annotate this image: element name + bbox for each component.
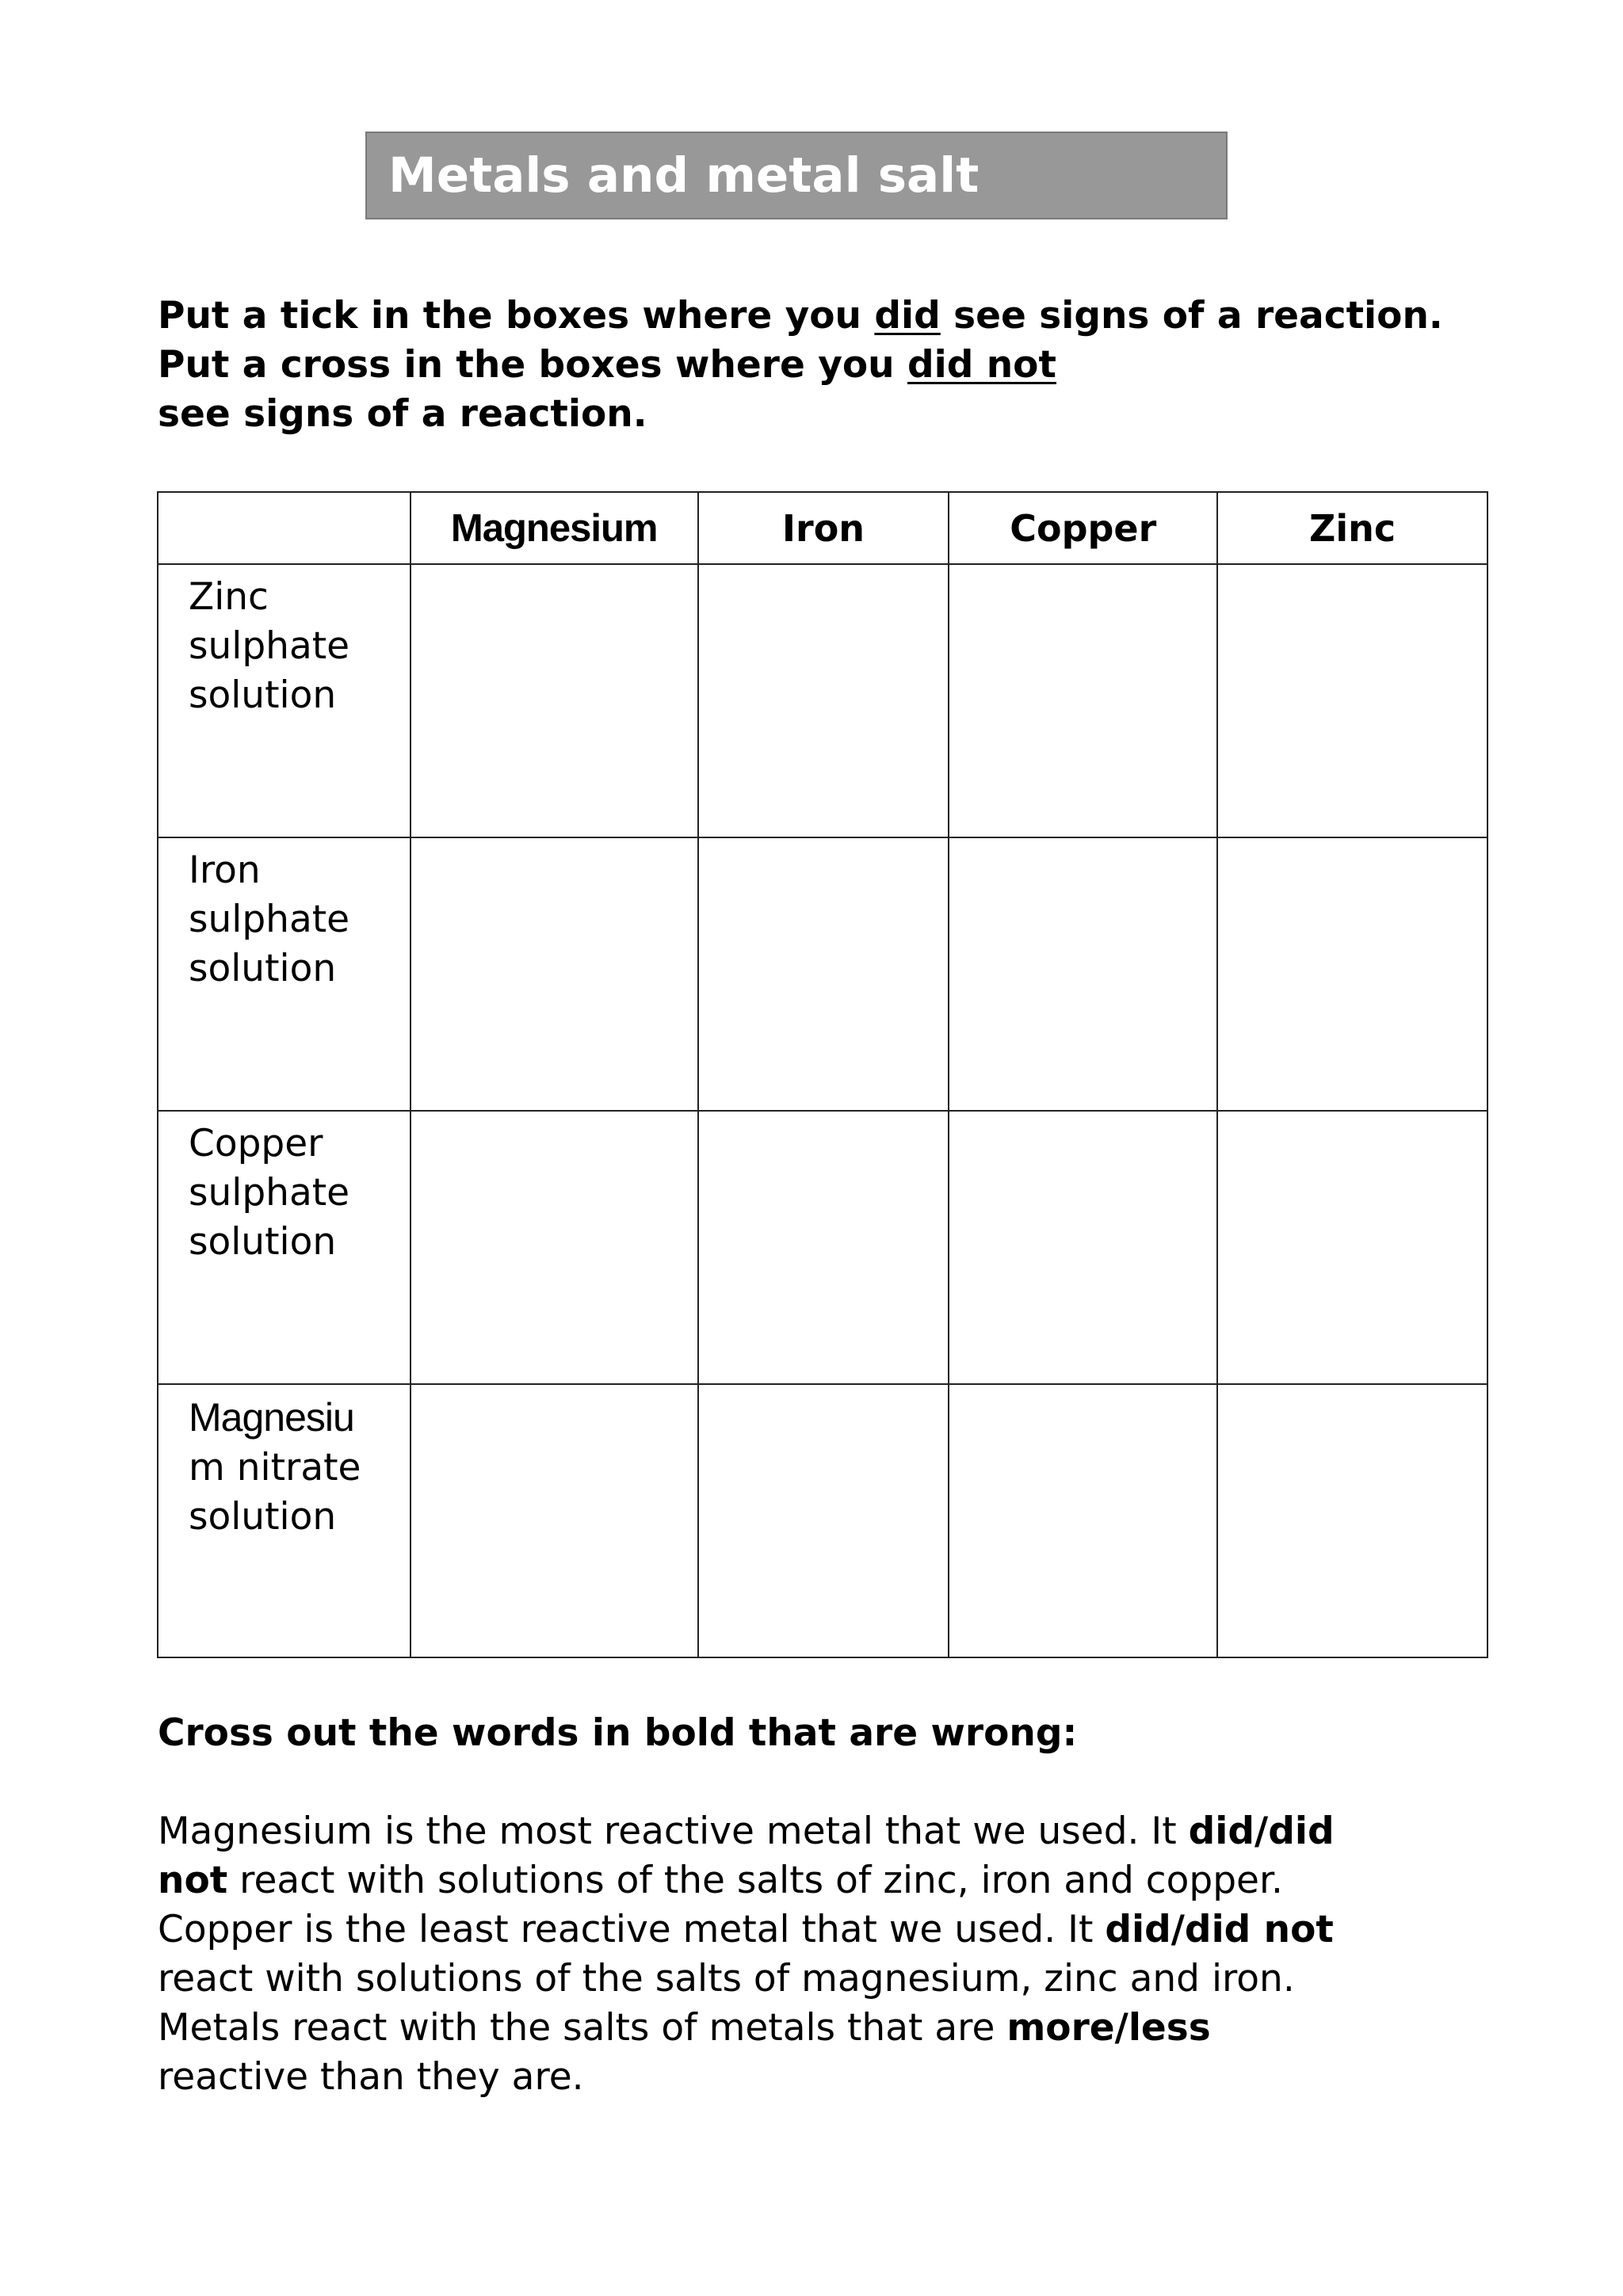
header-blank-cell — [158, 492, 411, 564]
instructions-did-not-underlined: did not — [907, 343, 1056, 387]
row-label-part-1: Magnesiu — [189, 1395, 354, 1440]
instructions — [158, 292, 1505, 439]
row-label: Zinc sulphate solution — [189, 575, 350, 717]
instructions-did-underlined: did — [874, 294, 941, 338]
row-label-cell — [158, 837, 411, 1111]
choice-more-less[interactable]: more/less — [1006, 2006, 1211, 2050]
worksheet-title: Metals and metal salt — [365, 132, 1228, 219]
answer-cell[interactable] — [1217, 564, 1487, 837]
answer-cell[interactable] — [949, 564, 1217, 837]
row-label: Copper sulphate solution — [189, 1122, 350, 1264]
table-row-magnesium-nitrate — [158, 1384, 1487, 1657]
answer-cell[interactable] — [411, 1111, 698, 1384]
table-row-zinc-sulphate — [158, 564, 1487, 837]
results-table — [157, 491, 1488, 1658]
instructions-text-2: see signs of a reaction. Put a cross in the boxes where you — [158, 294, 1443, 387]
table-row-copper-sulphate — [158, 1111, 1487, 1384]
table-header-row — [158, 492, 1487, 564]
conclusion-paragraph — [158, 1807, 1346, 2102]
answer-cell[interactable] — [411, 837, 698, 1111]
table-row-iron-sulphate — [158, 837, 1487, 1111]
answer-cell[interactable] — [1217, 1111, 1487, 1384]
row-label-cell — [158, 1384, 411, 1657]
answer-cell[interactable] — [1217, 1384, 1487, 1657]
instructions-text-1: Put a tick in the boxes where you — [158, 294, 875, 338]
answer-cell[interactable] — [949, 1111, 1217, 1384]
row-label: Iron sulphate solution — [189, 849, 350, 990]
row-label-cell — [158, 1111, 411, 1384]
header-zinc: Zinc — [1217, 492, 1487, 564]
header-copper: Copper — [949, 492, 1217, 564]
answer-cell[interactable] — [949, 1384, 1217, 1657]
answer-cell[interactable] — [698, 1384, 949, 1657]
paragraph-text-4: reactive than they are. — [158, 2055, 584, 2099]
header-iron: Iron — [698, 492, 949, 564]
answer-cell[interactable] — [949, 837, 1217, 1111]
instructions-text-3: see signs of a reaction. — [158, 392, 647, 436]
choice-did-did-not-2[interactable]: did/did not — [1105, 1908, 1334, 1951]
answer-cell[interactable] — [698, 837, 949, 1111]
row-label-part-2: m nitrate solution — [189, 1446, 361, 1539]
paragraph-text-1: Magnesium is the most reactive metal that we used. It — [158, 1810, 1189, 1853]
answer-cell[interactable] — [698, 1111, 949, 1384]
answer-cell[interactable] — [411, 564, 698, 837]
answer-cell[interactable] — [1217, 837, 1487, 1111]
answer-cell[interactable] — [698, 564, 949, 837]
paragraph-text-3: react with solutions of the salts of magnesium, zinc and iron. Metals react with the salts of metals that are — [158, 1957, 1295, 2050]
paragraph-text-2: react with solutions of the salts of zinc, iron and copper. Copper is the least reactive metal that we used. It — [158, 1859, 1283, 1951]
choice-did-did-not-1[interactable]: did/did not — [158, 1810, 1335, 1902]
row-label-cell — [158, 564, 411, 837]
cross-out-heading: Cross out the words in bold that are wrong: — [158, 1711, 1078, 1755]
row-label — [189, 1393, 371, 1542]
header-magnesium: Magnesium — [411, 492, 698, 564]
answer-cell[interactable] — [411, 1384, 698, 1657]
